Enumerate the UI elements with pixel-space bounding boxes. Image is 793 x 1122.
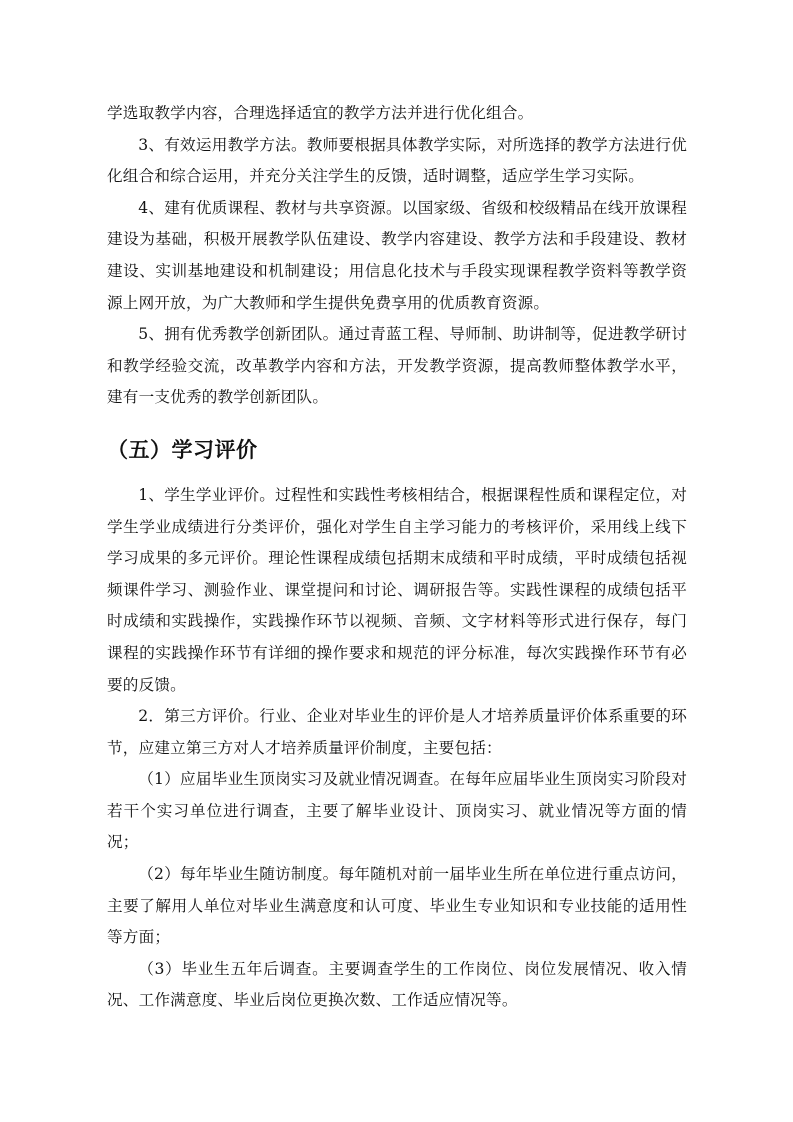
paragraph-continuation: 学选取教学内容，合理选择适宜的教学方法并进行优化组合。 [107, 104, 534, 122]
paragraph-item-5-innovation-team: 5、拥有优秀教学创新团队。通过青蓝工程、导师制、助讲制等，促进教学研讨和教学经验交流，改革教学内容和方法，开发教学资源，提高教师整体教学水平，建有一支优秀的教学创新团队。 [107, 325, 687, 407]
paragraph-subitem-2-graduate-followup: （2）每年毕业生随访制度。每年随机对前一届毕业生所在单位进行重点访问，主要了解用人单位对毕业生满意度和认可度、毕业生专业知识和专业技能的适用性等方面； [107, 865, 687, 947]
paragraph-subitem-1-internship-survey: （1）应届毕业生顶岗实习及就业情况调查。在每年应届毕业生顶岗实习阶段对若干个实习单位进行调查，主要了解毕业设计、顶岗实习、就业情况等方面的情况； [107, 770, 687, 852]
section-heading-learning-evaluation: （五）学习评价 [107, 437, 258, 462]
paragraph-item-3-teaching-methods: 3、有效运用教学方法。教师要根据具体教学实际，对所选择的教学方法进行优化组合和综合运用，并充分关注学生的反馈，适时调整，适应学生学习实际。 [107, 135, 687, 186]
paragraph-item-2-third-party-evaluation: 2．第三方评价。行业、企业对毕业生的评价是人才培养质量评价体系重要的环节，应建立第三方对人才培养质量评价制度，主要包括： [107, 707, 687, 757]
document-body [107, 98, 687, 1017]
paragraph-item-1-academic-evaluation: 1、学生学业评价。过程性和实践性考核相结合，根据课程性质和课程定位，对学生学业成绩进行分类评价，强化对学生自主学习能力的考核评价，采用线上线下学习成果的多元评价。理论性课程成绩包括期末成绩和平时成绩，平时成绩包括视频课件学习、测验作业、课堂提问和讨论、调研报告等。实践性课程的成绩包括平时成绩和实践操作，实践操作环节以视频、音频、文字材料等形式进行保存，每门课程的实践操作环节有详细的操作要求和规范的评分标准，每次实践操作环节有必要的反馈。 [107, 485, 687, 694]
paragraph-item-4-quality-courses: 4、建有优质课程、教材与共享资源。以国家级、省级和校级精品在线开放课程建设为基础，积极开展教学队伍建设、教学内容建设、教学方法和手段建设、教材建设、实训基地建设和机制建设；用信息化技术与手段实现课程教学资料等教学资源上网开放，为广大教师和学生提供免费享用的优质教育资源。 [107, 198, 687, 312]
paragraph-subitem-3-five-year-survey: （3）毕业生五年后调查。主要调查学生的工作岗位、岗位发展情况、收入情况、工作满意度、毕业后岗位更换次数、工作适应情况等。 [107, 959, 687, 1010]
